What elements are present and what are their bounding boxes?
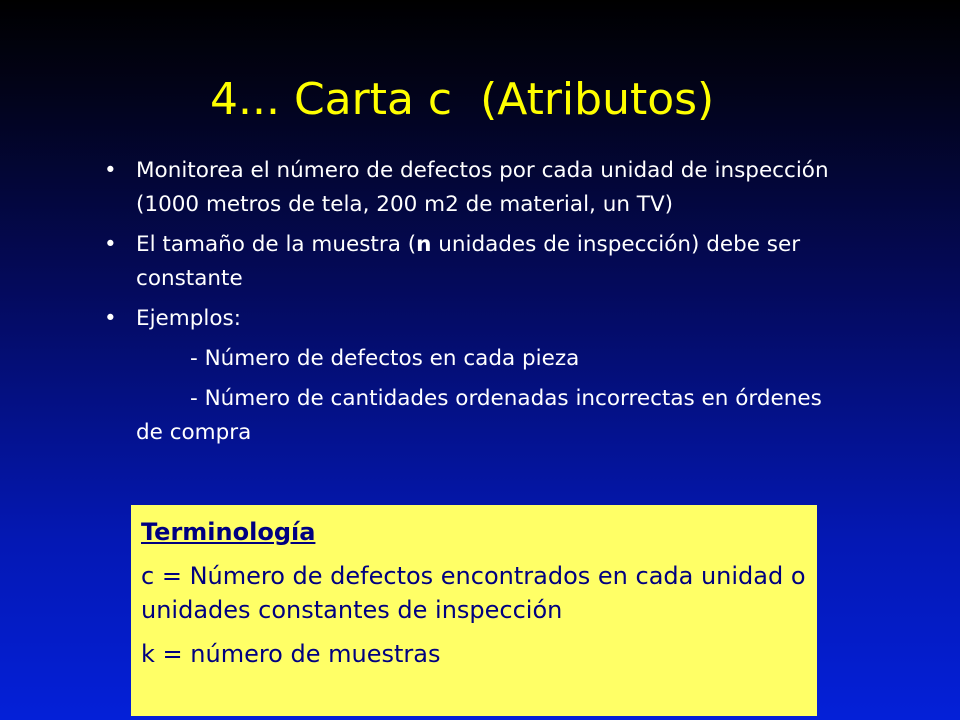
bullet-text-post: unidades de inspección) debe ser constante — [136, 232, 801, 291]
slide-title: 4... Carta c (Atributos) — [210, 74, 715, 125]
terminology-k-definition: k = número de muestras — [141, 640, 441, 668]
example-text: - Número de defectos en cada pieza — [190, 346, 580, 371]
bullet-text: Ejemplos: — [136, 306, 241, 331]
bullet-item-tamano-muestra — [104, 228, 844, 296]
bullet-icon: • — [104, 306, 117, 331]
bullet-text: Monitorea el número de defectos por cada unidad de inspección (1000 metros de tela, 200 m2 de material, un TV) — [136, 158, 829, 217]
bullet-text-pre: El tamaño de la muestra ( — [136, 232, 417, 257]
slide-body — [104, 154, 844, 456]
bullet-item-monitorea — [104, 154, 844, 222]
terminology-heading: Terminología — [141, 518, 316, 546]
bullet-icon: • — [104, 158, 117, 183]
example-item-defectos — [104, 342, 844, 376]
bullet-item-ejemplos — [104, 302, 844, 336]
terminology-c-definition: c = Número de defectos encontrados en cada unidad o unidades constantes de inspección — [141, 562, 806, 624]
terminology-box — [131, 505, 817, 716]
example-text: - Número de cantidades ordenadas incorrectas en órdenes de compra — [136, 386, 822, 445]
bullet-text-bold: n — [416, 232, 432, 257]
example-item-cantidades — [104, 382, 844, 450]
bullet-icon: • — [104, 232, 117, 257]
